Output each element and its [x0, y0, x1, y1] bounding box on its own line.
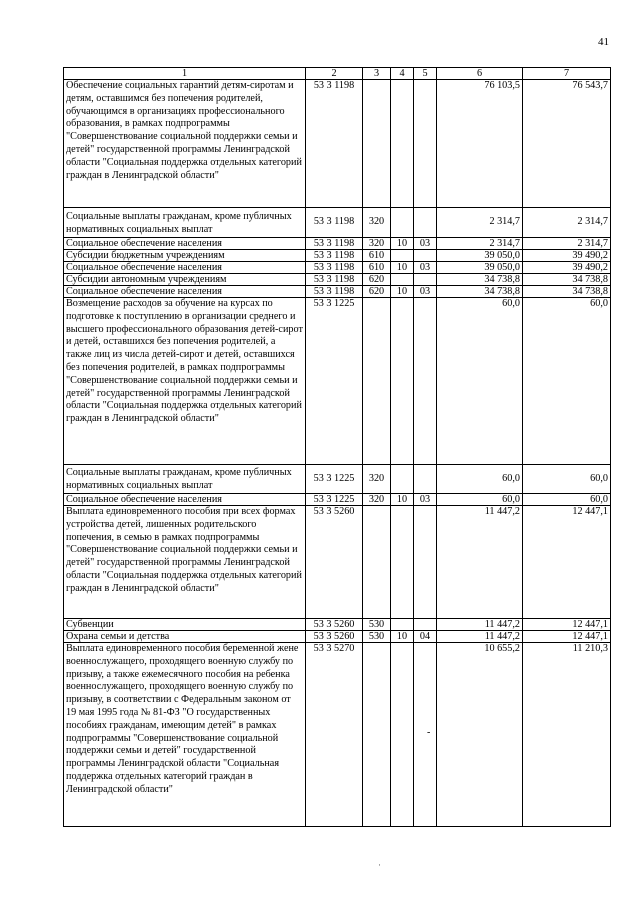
column-header: 3 — [363, 68, 391, 80]
row-pr: 03 — [414, 286, 437, 298]
row-code: 53 3 1198 — [306, 250, 363, 262]
table-row — [64, 262, 611, 274]
row-pr — [414, 274, 437, 286]
row-sum-1: 60,0 — [437, 494, 523, 506]
row-sum-1: 39 050,0 — [437, 262, 523, 274]
row-code: 53 3 1198 — [306, 274, 363, 286]
row-sum-2: 12 447,1 — [523, 506, 611, 619]
row-rz: 10 — [391, 494, 414, 506]
row-sum-1: 2 314,7 — [437, 208, 523, 238]
table-row — [64, 631, 611, 643]
row-pr — [414, 298, 437, 465]
row-name: Социальное обеспечение населения — [64, 494, 306, 506]
row-code: 53 3 1198 — [306, 208, 363, 238]
row-sum-2: 39 490,2 — [523, 262, 611, 274]
table-row — [64, 465, 611, 494]
row-sum-1: 11 447,2 — [437, 506, 523, 619]
row-rz — [391, 274, 414, 286]
row-name: Выплата единовременного пособия при всех формах устройства детей, лишенных родительского попечения, в семью в рамках подпрограммы "Совершенствование социальной поддержки семьи и детей" государственной программы Ленинградской области "Социальная поддержка отдельных категорий граждан в Ленинградской области" — [64, 506, 306, 619]
row-pr — [414, 250, 437, 262]
row-code: 53 3 1198 — [306, 80, 363, 208]
row-vr: 620 — [363, 274, 391, 286]
row-rz: 10 — [391, 238, 414, 250]
row-sum-1: 39 050,0 — [437, 250, 523, 262]
row-code: 53 3 5270 — [306, 643, 363, 827]
row-sum-2: 11 210,3 — [523, 643, 611, 827]
row-code: 53 3 5260 — [306, 631, 363, 643]
row-code: 53 3 5260 — [306, 506, 363, 619]
row-sum-1: 10 655,2 — [437, 643, 523, 827]
row-name: Обеспечение социальных гарантий детям-сиротам и детям, оставшимся без попечения родителей, обучающимся в организациях профессионального образования, в рамках подпрограммы "Совершенствование социальной поддержки семьи и детей" государственной программы Ленинградской области "Социальная поддержка отдельных категорий граждан в Ленинградской области" — [64, 80, 306, 208]
row-code: 53 3 1198 — [306, 262, 363, 274]
row-vr — [363, 506, 391, 619]
page-number: 41 — [598, 36, 609, 48]
row-sum-2: 2 314,7 — [523, 208, 611, 238]
table-row — [64, 494, 611, 506]
row-vr: 610 — [363, 250, 391, 262]
row-vr: 320 — [363, 238, 391, 250]
row-pr: 04 — [414, 631, 437, 643]
column-header: 1 — [64, 68, 306, 80]
row-pr — [414, 619, 437, 631]
row-name: Возмещение расходов за обучение на курсах по подготовке к поступлению в организации среднего и высшего профессионального образования детей-сирот и детей, оставшихся без попечения родителей, а также лиц из числа детей-сирот и детей, оставшихся без попечения родителей, в рамках подпрограммы "Совершенствование социальной поддержки семьи и детей" государственной программы Ленинградской области "Социальная поддержка отдельных категорий граждан в Ленинградской области" — [64, 298, 306, 465]
row-vr: 620 — [363, 286, 391, 298]
table-row — [64, 250, 611, 262]
row-code: 53 3 1198 — [306, 238, 363, 250]
row-sum-1: 60,0 — [437, 298, 523, 465]
column-header: 6 — [437, 68, 523, 80]
table-row — [64, 286, 611, 298]
row-vr: 320 — [363, 494, 391, 506]
row-pr: 03 — [414, 238, 437, 250]
row-vr — [363, 643, 391, 827]
row-pr — [414, 208, 437, 238]
row-sum-1: 11 447,2 — [437, 619, 523, 631]
row-pr — [414, 465, 437, 494]
column-header: 7 — [523, 68, 611, 80]
row-rz — [391, 643, 414, 827]
table-row — [64, 643, 611, 827]
row-rz — [391, 619, 414, 631]
row-vr — [363, 80, 391, 208]
table-row — [64, 238, 611, 250]
row-rz: 10 — [391, 262, 414, 274]
row-vr: 320 — [363, 465, 391, 494]
row-sum-2: 60,0 — [523, 494, 611, 506]
row-sum-1: 76 103,5 — [437, 80, 523, 208]
row-pr — [414, 80, 437, 208]
row-rz — [391, 465, 414, 494]
row-code: 53 3 1225 — [306, 494, 363, 506]
row-name: Социальное обеспечение населения — [64, 238, 306, 250]
table-row — [64, 80, 611, 208]
row-vr: 530 — [363, 631, 391, 643]
row-vr: 530 — [363, 619, 391, 631]
row-sum-1: 60,0 — [437, 465, 523, 494]
row-pr — [414, 506, 437, 619]
row-rz: 10 — [391, 286, 414, 298]
row-sum-2: 34 738,8 — [523, 274, 611, 286]
row-name: Социальное обеспечение населения — [64, 286, 306, 298]
row-vr: 320 — [363, 208, 391, 238]
table-row — [64, 274, 611, 286]
row-rz — [391, 506, 414, 619]
row-code: 53 3 1225 — [306, 298, 363, 465]
row-rz: 10 — [391, 631, 414, 643]
row-vr — [363, 298, 391, 465]
table-row — [64, 208, 611, 238]
row-name: Социальное обеспечение населения — [64, 262, 306, 274]
row-sum-2: 12 447,1 — [523, 619, 611, 631]
table-header-row — [64, 68, 611, 80]
column-header: 4 — [391, 68, 414, 80]
row-rz — [391, 208, 414, 238]
row-sum-2: 2 314,7 — [523, 238, 611, 250]
row-name: Охрана семьи и детства — [64, 631, 306, 643]
row-sum-2: 34 738,8 — [523, 286, 611, 298]
row-sum-2: 60,0 — [523, 298, 611, 465]
row-code: 53 3 1198 — [306, 286, 363, 298]
row-name: Субсидии бюджетным учреждениям — [64, 250, 306, 262]
row-rz — [391, 250, 414, 262]
budget-table — [63, 67, 611, 827]
row-name: Социальные выплаты гражданам, кроме публичных нормативных социальных выплат — [64, 465, 306, 494]
row-sum-1: 34 738,8 — [437, 286, 523, 298]
row-name: Выплата единовременного пособия беременной жене военнослужащего, проходящего военную службу по призыву, а также ежемесячного пособия на ребенка военнослужащего, проходящего военную службу по призыву, в соответствии с Федеральным законом от 19 мая 1995 года № 81-ФЗ "О государственных пособиях гражданам, имеющим детей" в рамках подпрограммы "Совершенствование социальной поддержки семьи и детей" государственной программы Ленинградской области "Социальная поддержка отдельных категорий граждан в Ленинградской области" — [64, 643, 306, 827]
row-sum-1: 11 447,2 — [437, 631, 523, 643]
row-sum-1: 34 738,8 — [437, 274, 523, 286]
row-code: 53 3 1225 — [306, 465, 363, 494]
row-sum-2: 39 490,2 — [523, 250, 611, 262]
table-row — [64, 619, 611, 631]
column-header: 5 — [414, 68, 437, 80]
row-name: Социальные выплаты гражданам, кроме публичных нормативных социальных выплат — [64, 208, 306, 238]
row-code: 53 3 5260 — [306, 619, 363, 631]
table-row — [64, 506, 611, 619]
row-sum-2: 12 447,1 — [523, 631, 611, 643]
row-name: Субсидии автономным учреждениям — [64, 274, 306, 286]
row-name: Субвенции — [64, 619, 306, 631]
row-pr — [414, 643, 437, 827]
row-sum-1: 2 314,7 — [437, 238, 523, 250]
row-sum-2: 76 543,7 — [523, 80, 611, 208]
table-row — [64, 298, 611, 465]
row-pr: 03 — [414, 494, 437, 506]
row-sum-2: 60,0 — [523, 465, 611, 494]
stray-dot-mark: · — [378, 860, 381, 870]
row-vr: 610 — [363, 262, 391, 274]
stray-dash-mark: - — [427, 727, 431, 738]
row-rz — [391, 80, 414, 208]
row-rz — [391, 298, 414, 465]
column-header: 2 — [306, 68, 363, 80]
row-pr: 03 — [414, 262, 437, 274]
